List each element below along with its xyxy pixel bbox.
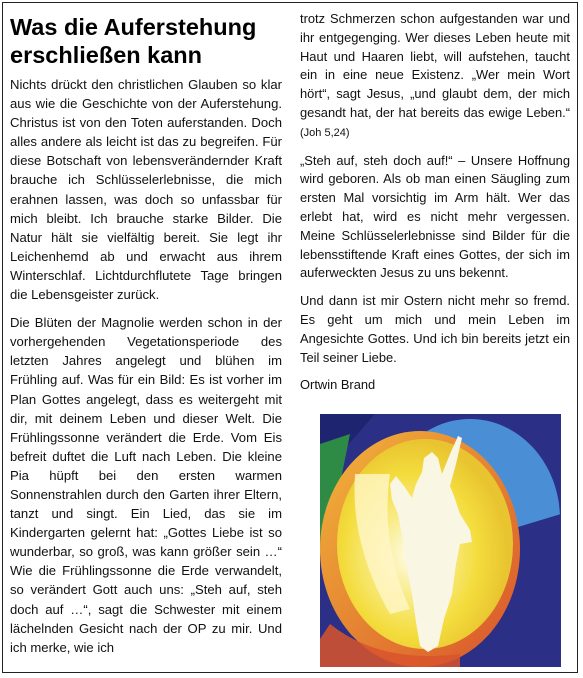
left-column (10, 10, 282, 666)
bible-reference: (Joh 5,24) (300, 126, 350, 139)
paragraph-1: Nichts drückt den christlichen Glauben so klar aus wie die Geschichte von der Auferstehung. Christus ist von den Toten auferstanden. Doch alles andere als leicht ist das zu begreifen. Für diese Botschaft von lebensverändernder Kraft brauche ich Schlüsselerlebnisse, die mich erahnen lassen, was doch so unfassbar für mich bleibt. Ich brauche starke Bilder. Die Natur hält sie vielfältig bereit. Sie legt ihr Leichenhemd ab und erwacht aus ihrem Winterschlaf. Lichtdurchflutete Tage bringen die Lebensgeister zurück. (10, 77, 282, 303)
paragraph-3 (300, 10, 570, 143)
paragraph-4: „Steh auf, steh doch auf!“ – Unsere Hoffnung wird geboren. Als ob man einen Säugling zum ersten Mal vorsichtig im Arm hält. Wer das erlebt hat, wird es nicht mehr vergessen. Meine Schlüsselerlebnisse sind Bilder für die lebensstiftende Kraft eines Gottes, der sich im auferweckten Jesus zu uns bekennt. (300, 152, 570, 281)
resurrection-painting-icon (320, 414, 561, 667)
painting-svg (320, 414, 561, 667)
paragraph-2: Die Blüten der Magnolie werden schon in der vorhergehenden Vegetationsperiode des letzten Jahres angelegt und blühen im Frühling auf. Was für ein Bild: Es ist vorher im Plan Gottes angelegt, dass es weitergeht mit dir, mit deinem Leben und dieser Welt. Die Frühlingssonne verändert die Erde. Vom Eis befreit duftet die Luft nach Leben. Die kleine Pia hüpft bei den ersten warmen Sonnenstrahlen durch den Garten ihrer Eltern, tanzt und singt. Ein Lied, das sie im Kindergarten gelernt hat: „Gottes Liebe ist so wunderbar, so groß, was kann größer sein …“ Wie die Frühlingssonne die Erde verwandelt, so verändert Gott auch uns: „Steh auf, steh doch auf …“, sagt die Schwester mit einem lächelnden Gesicht nach der OP zu mir. Und ich merke, wie ich (10, 315, 282, 655)
paragraph-3-text: trotz Schmerzen schon aufgestanden war und ihr entgegenging. Wer dieses Leben heute mit Haut und Haaren liebt, will aufstehen, taucht ein in eine neue Existenz. „Wer mein Wort hört“, sagt Jesus, „und glaubt dem, der mich gesandt hat, der hat bereits das ewige Leben.“ (300, 11, 570, 120)
paragraph-5: Und dann ist mir Ostern nicht mehr so fremd. Es geht um mich und mein Leben im Angesichte Gottes. Und ich bin bereits jetzt ein Teil seiner Liebe. (300, 293, 570, 365)
author-name: Ortwin Brand (300, 377, 376, 393)
right-column (300, 10, 570, 404)
article-title: Was die Auferstehung erschließen kann (10, 14, 257, 68)
